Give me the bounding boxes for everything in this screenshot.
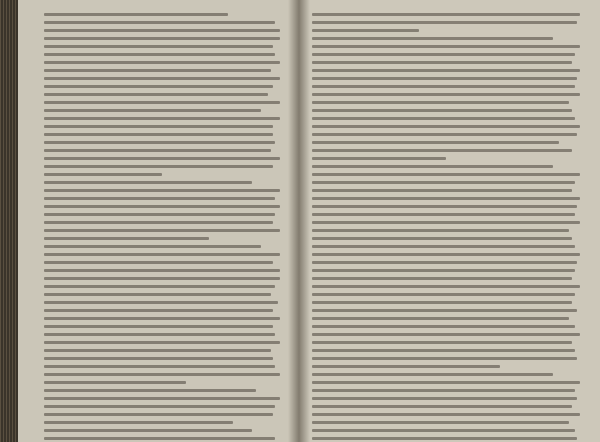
text-line-placeholder — [312, 149, 572, 152]
text-line-placeholder — [312, 357, 577, 360]
text-line-placeholder — [44, 181, 252, 184]
text-line-placeholder — [44, 165, 273, 168]
text-line-placeholder — [44, 421, 233, 424]
text-line-placeholder — [44, 429, 252, 432]
text-line-placeholder — [312, 365, 500, 368]
text-line-placeholder — [44, 309, 273, 312]
text-line-placeholder — [44, 213, 275, 216]
text-line-placeholder — [312, 397, 577, 400]
text-line-placeholder — [312, 373, 553, 376]
text-line-placeholder — [312, 141, 559, 144]
text-line-placeholder — [312, 205, 577, 208]
text-line-placeholder — [44, 333, 275, 336]
text-line-placeholder — [44, 285, 275, 288]
text-line-placeholder — [44, 301, 278, 304]
text-line-placeholder — [312, 101, 569, 104]
text-line-placeholder — [44, 221, 273, 224]
text-line-placeholder — [44, 269, 280, 272]
text-line-placeholder — [44, 69, 271, 72]
text-line-placeholder — [312, 285, 580, 288]
text-line-placeholder — [312, 245, 575, 248]
text-line-placeholder — [44, 277, 280, 280]
text-line-placeholder — [44, 437, 275, 440]
text-line-placeholder — [44, 197, 275, 200]
text-line-placeholder — [312, 221, 580, 224]
text-line-placeholder — [44, 13, 228, 16]
text-line-placeholder — [44, 237, 209, 240]
text-line-placeholder — [312, 69, 580, 72]
text-line-placeholder — [312, 381, 580, 384]
text-line-placeholder — [312, 413, 580, 416]
text-line-placeholder — [44, 245, 261, 248]
text-line-placeholder — [312, 341, 572, 344]
text-line-placeholder — [44, 125, 273, 128]
text-line-placeholder — [312, 317, 569, 320]
text-line-placeholder — [44, 325, 273, 328]
text-line-placeholder — [44, 205, 280, 208]
text-line-placeholder — [44, 293, 271, 296]
text-line-placeholder — [312, 93, 580, 96]
text-line-placeholder — [44, 157, 280, 160]
text-line-placeholder — [44, 229, 280, 232]
text-line-placeholder — [44, 349, 271, 352]
text-line-placeholder — [44, 365, 275, 368]
text-line-placeholder — [312, 165, 553, 168]
text-line-placeholder — [312, 237, 572, 240]
text-line-placeholder — [44, 397, 280, 400]
text-line-placeholder — [44, 21, 275, 24]
text-line-placeholder — [44, 101, 280, 104]
text-line-placeholder — [312, 269, 575, 272]
text-line-placeholder — [312, 405, 572, 408]
text-line-placeholder — [44, 373, 280, 376]
text-line-placeholder — [44, 61, 280, 64]
text-line-placeholder — [312, 61, 572, 64]
text-line-placeholder — [312, 21, 577, 24]
text-line-placeholder — [312, 37, 553, 40]
text-line-placeholder — [312, 309, 577, 312]
text-line-placeholder — [312, 277, 572, 280]
text-line-placeholder — [44, 45, 273, 48]
text-line-placeholder — [44, 37, 280, 40]
text-line-placeholder — [44, 133, 273, 136]
text-line-placeholder — [44, 141, 275, 144]
book-gutter — [288, 0, 310, 442]
text-line-placeholder — [44, 173, 162, 176]
text-line-placeholder — [312, 13, 580, 16]
text-line-placeholder — [312, 229, 569, 232]
text-line-placeholder — [44, 109, 261, 112]
text-line-placeholder — [44, 117, 280, 120]
text-line-placeholder — [44, 261, 273, 264]
text-line-placeholder — [312, 325, 575, 328]
text-line-placeholder — [312, 45, 580, 48]
text-line-placeholder — [44, 317, 280, 320]
text-line-placeholder — [312, 117, 575, 120]
text-line-placeholder — [44, 29, 280, 32]
text-line-placeholder — [312, 437, 577, 440]
text-line-placeholder — [312, 253, 580, 256]
text-line-placeholder — [312, 349, 575, 352]
text-line-placeholder — [312, 77, 577, 80]
text-line-placeholder — [312, 29, 419, 32]
text-line-placeholder — [312, 301, 572, 304]
text-line-placeholder — [44, 389, 256, 392]
text-line-placeholder — [312, 293, 575, 296]
text-line-placeholder — [44, 93, 268, 96]
text-line-placeholder — [44, 405, 275, 408]
text-line-placeholder — [312, 389, 575, 392]
text-line-placeholder — [44, 149, 271, 152]
text-line-placeholder — [312, 333, 580, 336]
text-line-placeholder — [44, 77, 280, 80]
text-line-placeholder — [312, 125, 580, 128]
text-line-placeholder — [312, 173, 580, 176]
text-line-placeholder — [312, 261, 577, 264]
text-line-placeholder — [44, 189, 280, 192]
text-line-placeholder — [312, 421, 569, 424]
text-line-placeholder — [312, 109, 572, 112]
text-placeholder-right — [312, 10, 580, 442]
text-line-placeholder — [312, 429, 575, 432]
text-line-placeholder — [312, 197, 580, 200]
text-placeholder-left — [44, 10, 280, 442]
text-line-placeholder — [312, 157, 446, 160]
text-line-placeholder — [312, 181, 575, 184]
text-line-placeholder — [312, 213, 575, 216]
text-line-placeholder — [44, 413, 273, 416]
text-line-placeholder — [44, 85, 273, 88]
text-line-placeholder — [312, 189, 572, 192]
text-line-placeholder — [44, 253, 280, 256]
text-line-placeholder — [44, 53, 275, 56]
text-line-placeholder — [44, 357, 273, 360]
text-line-placeholder — [44, 381, 186, 384]
text-line-placeholder — [312, 53, 575, 56]
text-line-placeholder — [312, 85, 575, 88]
text-line-placeholder — [312, 133, 577, 136]
text-line-placeholder — [44, 341, 280, 344]
